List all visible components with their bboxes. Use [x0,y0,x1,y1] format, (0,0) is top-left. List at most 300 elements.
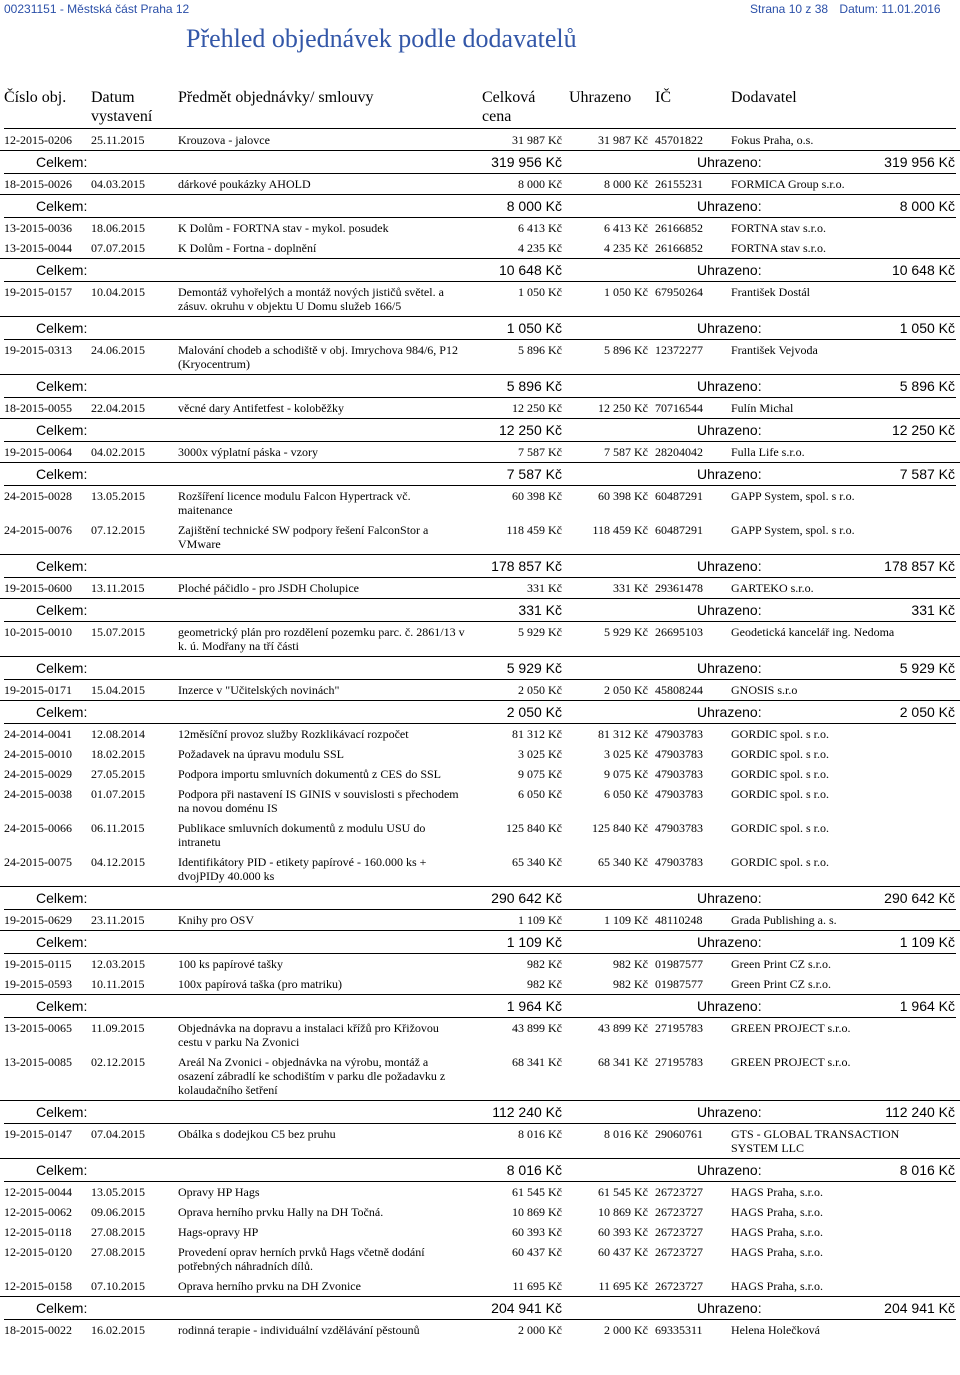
order-number: 12-2015-0120 [4,1245,72,1259]
order-date: 13.05.2015 [91,489,145,503]
order-supplier [731,1225,956,1239]
total-label: Celkem: [36,558,88,574]
organization-name: 00231151 - Městská část Praha 12 [4,2,190,16]
order-row [0,218,960,238]
order-supplier-line: HAGS Praha, s.r.o. [731,1225,823,1239]
order-ic: 12372277 [655,343,703,357]
order-subject-line: cestu v parku Na Zvonici [178,1035,300,1049]
order-subject-line: Knihy pro OSV [178,913,255,927]
group-total-row [0,316,960,339]
order-supplier-line: Green Print CZ s.r.o. [731,957,831,971]
order-paid: 2 050 Kč [604,683,648,697]
order-paid: 61 545 Kč [598,1185,648,1199]
order-number: 24-2015-0028 [4,489,72,503]
order-ic: 47903783 [655,727,703,741]
total-paid: 204 941 Kč [884,1300,955,1316]
order-row [0,174,960,194]
order-subject [178,977,478,991]
order-supplier [731,625,956,639]
order-paid: 8 000 Kč [604,177,648,191]
order-paid: 31 987 Kč [598,133,648,147]
order-price: 982 Kč [527,977,562,991]
order-supplier-line: FORMICA Group s.r.o. [731,177,845,191]
total-price: 1 050 Kč [506,320,562,336]
order-supplier-line: Grada Publishing a. s. [731,913,837,927]
order-paid: 982 Kč [613,977,648,991]
order-date: 07.07.2015 [91,241,145,255]
order-row [0,1052,960,1100]
order-supplier-line: GAPP System, spol. s r.o. [731,523,855,537]
order-paid: 60 393 Kč [598,1225,648,1239]
total-paid: 8 000 Kč [899,198,955,214]
order-subject [178,767,478,781]
total-paid: 5 929 Kč [899,660,955,676]
order-price: 125 840 Kč [506,821,562,835]
order-row [0,818,960,852]
order-ic: 47903783 [655,787,703,801]
order-date: 11.09.2015 [91,1021,145,1035]
order-number: 13-2015-0065 [4,1021,72,1035]
total-paid: 2 050 Kč [899,704,955,720]
order-supplier [731,977,956,991]
header-date: Datum [91,89,135,106]
order-price: 331 Kč [527,581,562,595]
paid-label: Uhrazeno: [697,198,762,214]
order-ic: 26155231 [655,177,703,191]
order-supplier-line: GORDIC spol. s r.o. [731,787,830,801]
order-supplier-line: FORTNA stav s.r.o. [731,221,826,235]
order-supplier [731,747,956,761]
order-subject-line: dárkové poukázky AHOLD [178,177,311,191]
order-supplier [731,241,956,255]
order-paid: 8 016 Kč [604,1127,648,1141]
order-ic: 29361478 [655,581,703,595]
order-subject [178,1185,478,1199]
order-subject-line: Malování chodeb a schodiště v obj. Imrychova 984/6, P12 [178,343,458,357]
order-price: 982 Kč [527,957,562,971]
paid-label: Uhrazeno: [697,704,762,720]
paid-label: Uhrazeno: [697,378,762,394]
group-total-row [0,1158,960,1181]
order-paid: 5 896 Kč [604,343,648,357]
paid-label: Uhrazeno: [697,660,762,676]
order-row [0,398,960,418]
total-price: 319 956 Kč [491,154,562,170]
order-date: 10.11.2015 [91,977,145,991]
order-supplier-line: HAGS Praha, s.r.o. [731,1205,823,1219]
order-date: 13.05.2015 [91,1185,145,1199]
order-supplier [731,401,956,415]
order-number: 24-2015-0029 [4,767,72,781]
order-subject-line: Zajištění technické SW podpory řešení FalconStor a [178,523,429,537]
order-ic: 01987577 [655,977,703,991]
order-date: 15.04.2015 [91,683,145,697]
order-row [0,974,960,994]
order-date: 10.04.2015 [91,285,145,299]
order-subject [178,1055,478,1097]
order-date: 04.03.2015 [91,177,145,191]
order-paid: 1 050 Kč [604,285,648,299]
group-total-row [0,194,960,217]
order-price: 1 109 Kč [518,913,562,927]
order-price: 2 050 Kč [518,683,562,697]
order-row [0,130,960,150]
order-ic: 27195783 [655,1021,703,1035]
order-ic: 70716544 [655,401,703,415]
order-supplier [731,767,956,781]
paid-label: Uhrazeno: [697,1104,762,1120]
group-total-row [0,1296,960,1319]
order-date: 04.02.2015 [91,445,145,459]
order-supplier-line: František Dostál [731,285,810,299]
paid-label: Uhrazeno: [697,558,762,574]
header-ic: IČ [655,89,671,106]
order-supplier-line: GAPP System, spol. s r.o. [731,489,855,503]
header-total-price-line2: cena [482,108,512,125]
total-price: 12 250 Kč [498,422,562,438]
order-subject [178,1225,478,1239]
order-subject-line: Oprava herního prvku Hally na DH Točná. [178,1205,384,1219]
order-number: 24-2015-0066 [4,821,72,835]
order-date: 27.05.2015 [91,767,145,781]
total-label: Celkem: [36,660,88,676]
order-supplier [731,787,956,801]
order-subject-line: dvojPIDy 40.000 ks [178,869,275,883]
order-supplier [731,1245,956,1259]
order-ic: 26723727 [655,1225,703,1239]
order-subject [178,285,478,313]
order-supplier-line: GORDIC spol. s r.o. [731,727,830,741]
order-ic: 26695103 [655,625,703,639]
order-supplier [731,1185,956,1199]
order-supplier [731,913,956,927]
group-total-row [0,994,960,1017]
order-supplier-line: GORDIC spol. s r.o. [731,767,830,781]
order-subject [178,445,478,459]
order-subject-line: Opravy HP Hags [178,1185,260,1199]
total-label: Celkem: [36,198,88,214]
order-price: 8 000 Kč [518,177,562,191]
order-supplier [731,1205,956,1219]
order-row [0,764,960,784]
order-date: 15.07.2015 [91,625,145,639]
order-subject-line: rodinná terapie - individuální vzdělávání pěstounů [178,1323,420,1337]
order-subject [178,855,478,883]
order-paid: 11 695 Kč [598,1279,648,1293]
order-ic: 47903783 [655,747,703,761]
order-ic: 27195783 [655,1055,703,1069]
total-paid: 5 896 Kč [899,378,955,394]
total-paid: 331 Kč [911,602,955,618]
total-price: 7 587 Kč [506,466,562,482]
column-headers [0,88,960,128]
group-total-row [0,930,960,953]
order-subject-line: VMware [178,537,221,551]
total-label: Celkem: [36,602,88,618]
order-price: 31 987 Kč [512,133,562,147]
total-price: 8 000 Kč [506,198,562,214]
order-date: 18.06.2015 [91,221,145,235]
paid-label: Uhrazeno: [697,154,762,170]
order-date: 07.10.2015 [91,1279,145,1293]
order-date: 18.02.2015 [91,747,145,761]
paid-label: Uhrazeno: [697,320,762,336]
header-supplier: Dodavatel [731,89,797,106]
order-subject-line: 100x papírová taška (pro matriku) [178,977,342,991]
total-price: 2 050 Kč [506,704,562,720]
paid-label: Uhrazeno: [697,1162,762,1178]
order-price: 61 545 Kč [512,1185,562,1199]
paid-label: Uhrazeno: [697,934,762,950]
order-subject [178,489,478,517]
total-label: Celkem: [36,1162,88,1178]
order-date: 09.06.2015 [91,1205,145,1219]
order-row [0,442,960,462]
order-date: 04.12.2015 [91,855,145,869]
total-label: Celkem: [36,998,88,1014]
order-price: 12 250 Kč [512,401,562,415]
group-total-row [0,700,960,723]
order-row [0,1202,960,1222]
order-number: 18-2015-0055 [4,401,72,415]
total-paid: 7 587 Kč [899,466,955,482]
order-supplier [731,1021,956,1035]
order-row [0,724,960,744]
order-price: 5 896 Kč [518,343,562,357]
group-total-row [0,258,960,281]
order-price: 43 899 Kč [512,1021,562,1035]
total-label: Celkem: [36,890,88,906]
order-supplier-line: GORDIC spol. s r.o. [731,747,830,761]
order-subject-line: Požadavek na úpravu modulu SSL [178,747,344,761]
order-price: 11 695 Kč [512,1279,562,1293]
order-subject-line: k. ú. Modřany na tří části [178,639,299,653]
group-total-row [0,598,960,621]
order-subject-line: Objednávka na dopravu a instalaci křížů pro Křižovou [178,1021,439,1035]
group-total-row [0,554,960,577]
order-supplier-line: SYSTEM LLC [731,1141,805,1155]
order-paid: 81 312 Kč [598,727,648,741]
order-subject [178,1021,478,1049]
order-paid: 1 109 Kč [604,913,648,927]
order-supplier-line: HAGS Praha, s.r.o. [731,1245,823,1259]
order-row [0,744,960,764]
order-number: 19-2015-0115 [4,957,72,971]
order-price: 8 016 Kč [518,1127,562,1141]
order-ic: 47903783 [655,855,703,869]
order-subject-line: na novou doménu IS [178,801,278,815]
group-total-row [0,150,960,173]
order-row [0,486,960,520]
paid-label: Uhrazeno: [697,1300,762,1316]
order-date: 02.12.2015 [91,1055,145,1069]
order-paid: 7 587 Kč [604,445,648,459]
order-subject-line: věcné dary Antifetfest - koloběžky [178,401,344,415]
order-date: 01.07.2015 [91,787,145,801]
order-paid: 68 341 Kč [598,1055,648,1069]
order-price: 6 413 Kč [518,221,562,235]
order-supplier-line: GNOSIS s.r.o [731,683,798,697]
order-row [0,520,960,554]
order-subject [178,343,478,371]
order-number: 24-2015-0038 [4,787,72,801]
order-paid: 125 840 Kč [592,821,648,835]
order-number: 19-2015-0593 [4,977,72,991]
header-subject: Předmět objednávky/ smlouvy [178,89,374,106]
order-subject-line: Obálka s dodejkou C5 bez pruhu [178,1127,336,1141]
order-subject-line: geometrický plán pro rozdělení pozemku parc. č. 2861/13 v [178,625,465,639]
report-date: Datum: 11.01.2016 [839,2,941,16]
total-price: 5 896 Kč [506,378,562,394]
order-subject-line: Areál Na Zvonici - objednávka na výrobu, montáž a [178,1055,429,1069]
header-date-line2: vystavení [91,108,153,125]
order-paid: 982 Kč [613,957,648,971]
order-row [0,1276,960,1296]
order-price: 3 025 Kč [518,747,562,761]
order-subject-line: Krouzova - jalovce [178,133,270,147]
header-order-number: Číslo obj. [4,89,67,106]
order-price: 1 050 Kč [518,285,562,299]
order-subject [178,727,478,741]
order-supplier-line: GREEN PROJECT s.r.o. [731,1021,851,1035]
total-paid: 319 956 Kč [884,154,955,170]
order-subject-line: Publikace smluvních dokumentů z modulu USU do [178,821,426,835]
order-number: 12-2015-0158 [4,1279,72,1293]
order-number: 12-2015-0118 [4,1225,72,1239]
order-ic: 26723727 [655,1279,703,1293]
order-price: 6 050 Kč [518,787,562,801]
order-subject-line: 12měsíční provoz služby Rozklikávací rozpočet [178,727,409,741]
order-date: 27.08.2015 [91,1225,145,1239]
order-supplier-line: Fulín Michal [731,401,794,415]
order-row [0,622,960,656]
order-number: 19-2015-0313 [4,343,72,357]
order-price: 9 075 Kč [518,767,562,781]
order-number: 12-2015-0062 [4,1205,72,1219]
order-date: 07.12.2015 [91,523,145,537]
order-number: 19-2015-0600 [4,581,72,595]
order-subject [178,913,478,927]
order-subject-line: K Dolům - Fortna - doplnění [178,241,317,255]
order-subject-line: Identifikátory PID - etikety papírové - 160.000 ks + [178,855,427,869]
order-paid: 118 459 Kč [592,523,648,537]
order-subject [178,401,478,415]
group-total-row [0,656,960,679]
order-ic: 48110248 [655,913,703,927]
order-supplier-line: Fokus Praha, o.s. [731,133,814,147]
header-paid: Uhrazeno [569,89,632,106]
order-subject-line: (Kryocentrum) [178,357,250,371]
total-price: 204 941 Kč [491,1300,562,1316]
order-number: 19-2015-0147 [4,1127,72,1141]
total-label: Celkem: [36,320,88,336]
order-subject [178,133,478,147]
header-divider [4,128,956,129]
order-supplier-line: HAGS Praha, s.r.o. [731,1279,823,1293]
total-paid: 1 109 Kč [899,934,955,950]
order-paid: 3 025 Kč [604,747,648,761]
order-date: 06.11.2015 [91,821,145,835]
order-subject-line: Podpora importu smluvních dokumentů z CES do SSL [178,767,441,781]
order-row [0,1242,960,1276]
total-label: Celkem: [36,1104,88,1120]
total-paid: 290 642 Kč [884,890,955,906]
order-subject-line: Ploché páčidlo - pro JSDH Cholupice [178,581,359,595]
total-label: Celkem: [36,378,88,394]
header-total-price: Celková [482,89,536,106]
total-paid: 1 964 Kč [899,998,955,1014]
order-ic: 45701822 [655,133,703,147]
order-subject [178,821,478,849]
order-number: 19-2015-0629 [4,913,72,927]
order-number: 13-2015-0036 [4,221,72,235]
order-supplier [731,177,956,191]
order-subject [178,747,478,761]
order-paid: 60 437 Kč [598,1245,648,1259]
order-paid: 10 869 Kč [598,1205,648,1219]
order-subject [178,1205,478,1219]
group-total-row [0,886,960,909]
order-paid: 2 000 Kč [604,1323,648,1337]
order-ic: 67950264 [655,285,703,299]
total-paid: 10 648 Kč [891,262,955,278]
order-paid: 4 235 Kč [604,241,648,255]
order-price: 4 235 Kč [518,241,562,255]
paid-label: Uhrazeno: [697,602,762,618]
order-paid: 5 929 Kč [604,625,648,639]
order-supplier-line: Green Print CZ s.r.o. [731,977,831,991]
order-row [0,852,960,886]
order-supplier [731,821,956,835]
total-paid: 1 050 Kč [899,320,955,336]
order-subject-line: kolaudačního šetření [178,1083,278,1097]
order-date: 13.11.2015 [91,581,145,595]
order-number: 18-2015-0026 [4,177,72,191]
order-ic: 45808244 [655,683,703,697]
order-price: 118 459 Kč [506,523,562,537]
order-paid: 9 075 Kč [604,767,648,781]
total-label: Celkem: [36,262,88,278]
order-subject-line: Hags-opravy HP [178,1225,259,1239]
order-subject-line: zásuv. okruhu v objektu U Domu služeb 166/5 [178,299,402,313]
order-date: 24.06.2015 [91,343,145,357]
order-number: 18-2015-0022 [4,1323,72,1337]
order-subject-line: Demontáž vyhořelých a montáž nových jističů světel. a [178,285,444,299]
order-date: 27.08.2015 [91,1245,145,1259]
total-label: Celkem: [36,934,88,950]
order-subject [178,787,478,815]
order-supplier-line: GARTEKO s.r.o. [731,581,814,595]
order-ic: 60487291 [655,523,703,537]
order-ic: 01987577 [655,957,703,971]
order-number: 13-2015-0085 [4,1055,72,1069]
order-subject [178,683,478,697]
total-price: 331 Kč [518,602,562,618]
order-row [0,1124,960,1158]
order-subject-line: Podpora při nastavení IS GINIS v souvislosti s přechodem [178,787,459,801]
order-supplier [731,133,956,147]
order-ic: 26723727 [655,1185,703,1199]
order-price: 60 437 Kč [512,1245,562,1259]
order-date: 12.03.2015 [91,957,145,971]
total-paid: 12 250 Kč [891,422,955,438]
order-number: 19-2015-0157 [4,285,72,299]
order-paid: 6 413 Kč [604,221,648,235]
order-supplier [731,445,956,459]
total-label: Celkem: [36,1300,88,1316]
order-supplier-line: GORDIC spol. s r.o. [731,855,830,869]
total-price: 1 109 Kč [506,934,562,950]
